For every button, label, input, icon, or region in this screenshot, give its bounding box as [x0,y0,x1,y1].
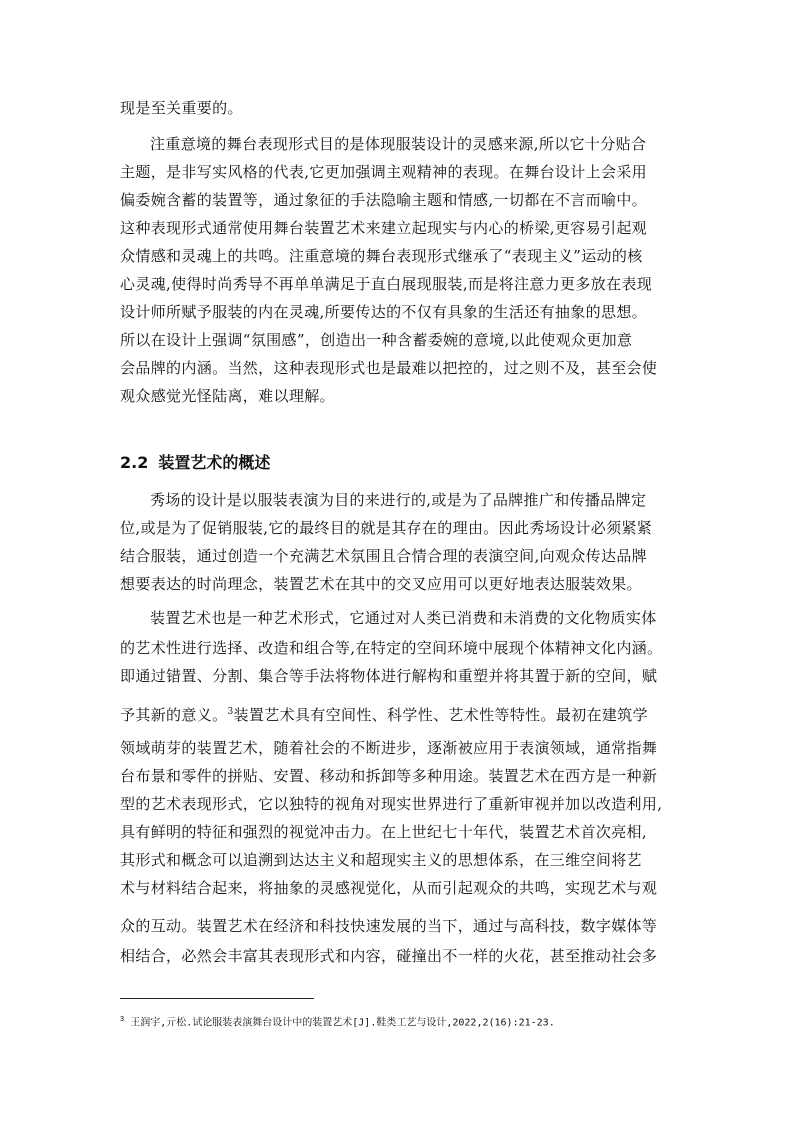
text-line: 装置艺术也是一种艺术形式，它通过对人类已消费和未消费的文化物质实体 [150,609,657,627]
text-line: 心灵魂,使得时尚秀导不再单单满足于直白展现服装,而是将注意力更多放在表现 [120,275,653,293]
text-line: 现是至关重要的。 [120,99,243,117]
footnote [120,1012,555,1030]
text-line: 主题，是非写实风格的代表,它更加强调主观精神的表现。在舞台设计上会采用 [120,163,648,181]
text-line: 的艺术性进行选择、改造和组合等,在特定的空间环境中展现个体精神文化内涵。 [120,639,663,657]
text-segment: 装置艺术具有空间性、科学性、艺术性等特性。最初在建筑学 [233,706,648,724]
text-line: 观众感觉光怪陆离，难以理解。 [120,387,335,405]
text-line: 注重意境的舞台表现形式目的是体现服装设计的灵感来源,所以它十分贴合 [150,135,647,153]
text-line: 相结合，必然会丰富其表现形式和内容，碰撞出不一样的火花，甚至推动社会多 [120,947,658,965]
text-line: 众情感和灵魂上的共鸣。注重意境的舞台表现形式继承了“表现主义”运动的核 [120,247,643,265]
text-line: 台布景和零件的拼贴、安置、移动和拆卸等多种用途。装置艺术在西方是一种新 [120,767,658,785]
footnote-divider [120,998,314,999]
text-line: 秀场的设计是以服装表演为目的来进行的,或是为了品牌推广和传播品牌定 [150,491,647,509]
text-line: 术与材料结合起来，将抽象的灵感视觉化，从而引起观众的共鸣，实现艺术与观 [120,879,658,897]
text-line: 具有鲜明的特征和强烈的视觉冲击力。在上世纪七十年代，装置艺术首次亮相, [120,823,648,841]
text-line: 即通过错置、分割、集合等手法将物体进行解构和重塑并将其置于新的空间，赋 [120,667,658,685]
text-line: 所以在设计上强调“氛围感”，创造出一种含蓄委婉的意境,以此使观众更加意 [120,331,633,349]
section-title: 装置艺术的概述 [158,453,271,472]
text-line: 想要表达的时尚理念，装置艺术在其中的交叉应用可以更好地表达服装效果。 [120,575,642,593]
section-heading [120,452,270,474]
text-line: 型的艺术表现形式，它以独特的视角对现实世界进行了重新审视并加以改造利用, [120,795,663,813]
text-line: 会品牌的内涵。当然，这种表现形式也是最难以把控的，过之则不及，甚至会使 [120,359,658,377]
footnote-reference[interactable]: 3 [227,707,234,717]
text-line: 众的互动。装置艺术在经济和科技快速发展的当下，通过与高科技，数字媒体等 [120,917,658,935]
footnote-text: 王润宇,亓松.试论服装表演舞台设计中的装置艺术[J].鞋类工艺与设计,2022,2(16):21-23. [130,1017,555,1029]
section-number: 2.2 [120,453,149,472]
text-line: 结合服装，通过创造一个充满艺术氛围且合情合理的表演空间,向观众传达品牌 [120,547,648,565]
text-line: 这种表现形式通常使用舞台装置艺术来建立起现实与内心的桥梁,更容易引起观 [120,219,648,237]
text-line: 设计师所赋予服装的内在灵魂,所要传达的不仅有具象的生活还有抽象的思想。 [120,303,648,321]
text-line: 偏委婉含蓄的装置等，通过象征的手法隐喻主题和情感,一切都在不言而喻中。 [120,191,648,209]
text-line: 其形式和概念可以追溯到达达主义和超现实主义的思想体系，在三维空间将艺 [120,851,642,869]
footnote-mark: 3 [120,1015,125,1023]
text-line: 领域萌芽的装置艺术，随着社会的不断进步，逐渐被应用于表演领域，通常指舞 [120,739,658,757]
text-line: 位,或是为了促销服装,它的最终目的就是其存在的理由。因此秀场设计必须紧紧 [120,519,653,537]
text-segment: 予其新的意义。 [120,706,228,724]
text-line [120,702,648,725]
